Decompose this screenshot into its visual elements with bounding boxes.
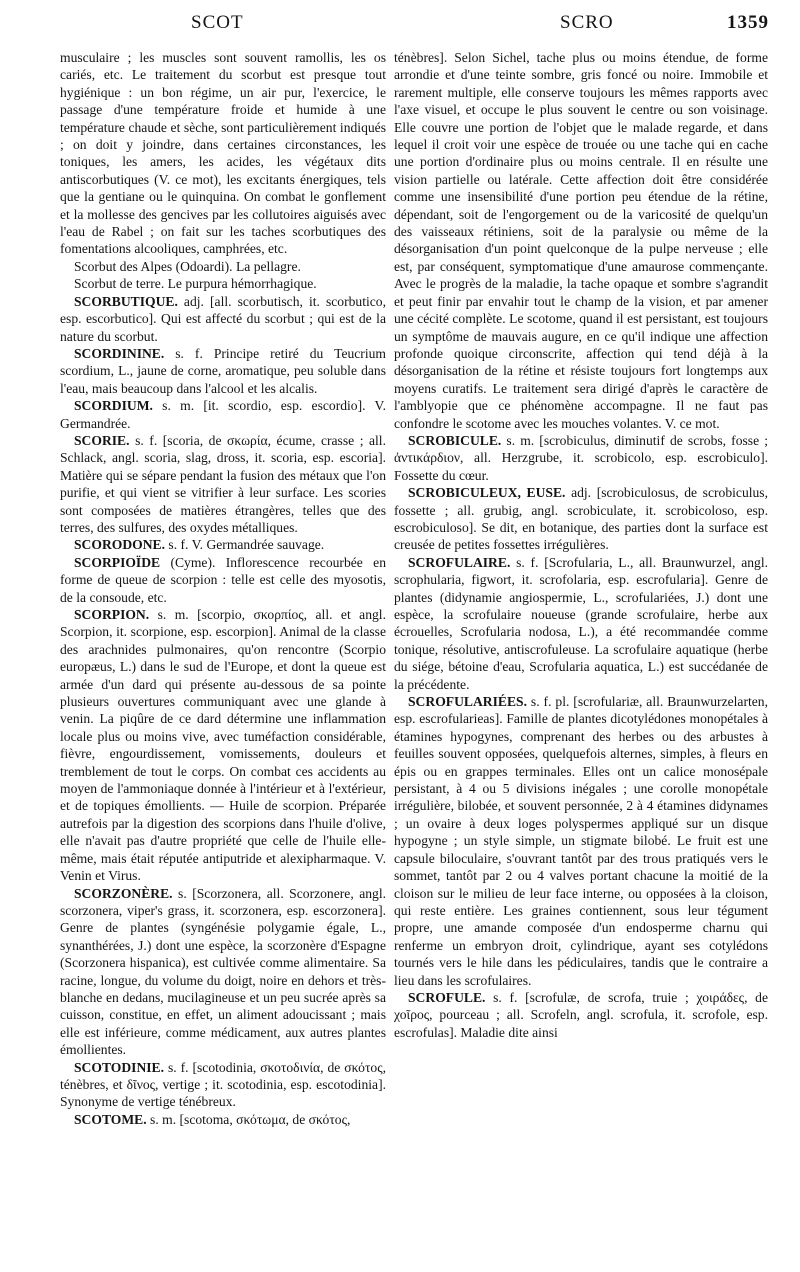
running-head-left: SCOT [191, 12, 244, 33]
entry-headword: SCORODONE. [74, 537, 166, 553]
right-column [394, 49, 768, 1264]
dictionary-entry [60, 606, 386, 885]
entry-headword: SCORPION. [74, 607, 150, 622]
page-header [0, 0, 800, 40]
dictionary-entry [60, 293, 386, 345]
entry-text: (Cyme). Inflorescence recourbée en forme de queue de scorpion : telle est celle des myosotis, de la consoude, etc. [60, 554, 386, 605]
entry-headword: SCORIE. [74, 432, 130, 448]
dictionary-entry [60, 432, 386, 536]
entry-text: Scorbut des Alpes (Odoardi). La pellagre. [74, 258, 301, 274]
dictionary-entry [394, 554, 768, 693]
dictionary-entry [394, 432, 768, 484]
entry-headword: SCROFULARIÉES. [408, 694, 527, 710]
dictionary-entry [394, 49, 768, 432]
entry-headword: SCORZONÈRE. [74, 885, 173, 901]
entry-text: s. m. [it. scordio, esp. escordio]. V. Germandrée. [60, 398, 386, 431]
dictionary-entry [60, 345, 386, 397]
entry-text: s. m. [scrobiculus, diminutif de scrobs, fosse ; ἀντικάρδιον, all. Herzgrube, it. scrobicolo, esp. escrobiculo]. Fossette du cœur. [394, 432, 768, 483]
entry-text: adj. [all. scorbutisch, it. scorbutico, esp. escorbutico]. Qui est affecté du scorbut ; qui est de la nature du scorbut. [60, 293, 386, 344]
dictionary-entry [60, 275, 386, 292]
entry-headword: SCORDININE. [74, 345, 165, 361]
entry-text: s. f. [scrofulæ, de scrofa, truie ; χοιράδες, de χοῖρος, pourceau ; all. Scrofeln, angl. scrofula, it. scrofole, esp. escrofulas]. Maladie dite ainsi [394, 989, 768, 1040]
entry-text: s. f. pl. [scrofulariæ, all. Braunwurzelarten, esp. escrofularieas]. Famille de plantes dicotylédones monopétales à étamines hypogynes, comprenant des herbes ou des arbustes à feuilles souvent opposées, quelquefois alternes, simples, à fleurs en épis ou en grappes terminales. Elles ont un calice monosépale persistant, à 4 ou 5 divisions inégales ; une corolle monopétale irrégulière, bilobée, et souvent personnée, 2 à 4 étamines didynames ; un ovaire à deux loges polyspermes appliqué sur un disque hypogyne ; un style simple, un stigmate bilobé. Le fruit est une capsule biloculaire, s'ouvrant tantôt par des trous pratiqués vers le sommet, tantôt par 2 ou 4 valves portant chacune la moitié de la cloison sur le milieu de leur face interne, ou opposées à la cloison, qui reste entière. Les graines contiennent, sous leur tégument propre, une amande composée d'un endosperme charnu qui renferme un embryon droit, cylindrique, ayant ses cotylédons tournés vers le hile dans les pédiculaires, tandis que le contraire a lieu dans les scrofulaires. [394, 694, 768, 988]
dictionary-entry [60, 536, 386, 553]
entry-headword: SCORBUTIQUE. [74, 293, 178, 309]
entry-text: Scorbut de terre. Le purpura hémorrhagique. [74, 276, 317, 292]
dictionary-entry [60, 1111, 386, 1128]
dictionary-entry [60, 258, 386, 275]
entry-text: s. f. V. Germandrée sauvage. [165, 537, 325, 553]
entry-headword: SCOTODINIE. [74, 1059, 165, 1075]
entry-headword: SCROBICULE. [408, 432, 502, 448]
entry-text: s. f. Principe retiré du Teucrium scordium, L., jaune de corne, aromatique, peu soluble dans l'eau, mais beaucoup dans l'alcool et les alcalis. [60, 345, 386, 396]
dictionary-entry [394, 693, 768, 989]
entry-text: s. f. [scoria, de σκωρία, écume, crasse ; all. Schlack, angl. scoria, slag, dross, it. scoria, esp. escoria]. Matière qui se sépare pendant la fusion des métaux que l'on purifie, et qui vient se vitrifier à leur surface. Les scories sont composées de matières étrangères, telles que des terres, des sulfures, des oxydes métalliques. [60, 432, 386, 535]
entry-headword: SCROFULE. [408, 989, 486, 1005]
entry-text: s. m. [scorpio, σκορπίος, all. et angl. Scorpion, it. scorpione, esp. escorpion]. Animal de la classe des arachnides pulmonaires, qu'on rencontre (Scorpio europæus, L.) dans le sud de l'Europe, et dont la queue est armée d'un dard qui présente au-dessous de sa pointe plusieurs ouvertures communiquant avec une glande à venin. La piqûre de ce dard détermine une inflammation locale plus ou moins vive, avec tuméfaction considérable, fièvre, engourdissement, vomissements, douleurs et tremblement de tout le corps. On combat ces accidents au moyen de l'ammoniaque donnée à l'intérieur et à l'extérieur, et de topiques émollients. — Huile de scorpion. Préparée autrefois par la digestion des scorpions dans l'huile d'olive, elle n'avait pas d'autre propriété que celle de l'huile elle-même, mais était réputée antiputride et alexipharmaque. V. Venin et Virus. [60, 607, 386, 884]
entry-text: s. f. [scotodinia, σκοτοδινία, de σκότος, ténèbres, et δῖνος, vertige ; it. scotodinia, esp. escotodinia]. Synonyme de vertige ténébreux. [60, 1059, 386, 1110]
page-number: 1359 [727, 12, 769, 33]
entry-headword: SCORDIUM. [74, 398, 153, 414]
dictionary-entry [60, 397, 386, 432]
entry-text: s. m. [scotoma, σκότωμα, de σκότος, [146, 1111, 351, 1127]
dictionary-entry [60, 885, 386, 1059]
entry-headword: SCOTOME. [74, 1111, 147, 1127]
entry-text: s. [Scorzonera, all. Scorzonere, angl. scorzonera, viper's grass, it. scorzonera, esp. escorzonera]. Genre de plantes (syngénésie polygamie égale, L., synanthérées, J.) dont une espèce, la scorzonère d'Espagne (Scorzonera hispanica), est cultivée comme alimentaire. Sa racine, longue, du volume du doigt, noire en dehors et très-blanche en dedans, mucilagineuse et un peu sucrée après sa cuisson, constitue, en effet, un aliment adoucissant ; mais elle est inférieure, comme médicament, aux autres plantes émollientes. [60, 885, 386, 1058]
running-head-right: SCRO [560, 12, 614, 33]
entry-text: musculaire ; les muscles sont souvent ramollis, les os cariés, etc. Le traitement du scorbut est presque tout hygiénique : un bon régime, un air pur, l'exercice, le passage d'une température froide et humide à une température chaude et sèche, sont particulièrement indiqués ; on doit y joindre, dans certaines circonstances, les toniques, les amers, les acides, les végétaux dits antiscorbutiques (V. ce mot), les excitants énergiques, tels que la gentiane ou le quinquina. On combat le gonflement et la mollesse des gencives par les collutoires aiguisés avec l'eau de Rabel ; on fait sur les taches scorbutiques des fomentations alcooliques, camphrées, etc. [60, 50, 386, 257]
dictionary-entry [60, 554, 386, 606]
left-column [60, 49, 386, 1264]
dictionary-entry [394, 989, 768, 1041]
entry-text: adj. [scrobiculosus, de scrobiculus, fossette ; all. grubig, angl. scrobiculate, it. scrobicoloso, esp. escrobiculoso]. Se dit, en botanique, des parties dont la surface est creusée de petites fossettes irrégulières. [394, 485, 768, 553]
entry-text: s. f. [Scrofularia, L., all. Braunwurzel, angl. scrophularia, figwort, it. scrofolaria, esp. escrofularia]. Genre de plantes (didynamie angiospermie, L., scrofulariées, J.) dont une espèce, la scrofulaire noueuse (grande scrofulaire, herbe aux écrouelles, Scrofularia nodosa, L.), a été recommandée comme tonique, résolutive, antiscrofuleuse. La scrofulaire aquatique (herbe du siége, bétoine d'eau, Scrofularia aquatica, L.) est succédanée de la précédente. [394, 554, 768, 692]
entry-headword: SCROBICULEUX, EUSE. [408, 485, 566, 501]
dictionary-entry [394, 484, 768, 554]
entry-text: ténèbres]. Selon Sichel, tache plus ou moins étendue, de forme arrondie et d'une teinte sombre, gris foncé ou noire. Immobile et rarement multiple, elle conserve toujours les mêmes rapports avec l'axe visuel, et occupe le plus souvent le centre ou son voisinage. Elle couvre une portion de l'objet que le malade regarde, et dans lequel il croit voir une espèce de trouée ou une tache qui en cache une portion d'ordinaire plus ou moins centrale. Il en résulte une vision partielle ou latérale. Cette affection doit être considérée comme une insensibilité d'une portion peu étendue de la rétine, dépendant, soit de l'engorgement ou de la varicosité de quelqu'un des vaisseaux rétiniens, soit de la paralysie ou même de la désorganisation d'un point quelconque de la pulpe nerveuse ; elle est, par conséquent, symptomatique d'une amaurose commençante. Avec le progrès de la maladie, la tache opaque et sombre s'agrandit et peut finir par envahir tout le champ de la vision, et par amener une cécité complète. Le scotome, quand il est persistant, est toujours un symptôme de mauvais augure, en ce qu'il indique une affection profonde quoique circonscrite, affection qui tend déjà à la désorganisation de la rétine et résiste toujours fort longtemps aux moyens curatifs. Le traitement sera dirigé d'après le caractère de l'amblyopie que ce phénomène accompagne. Il ne faut pas confondre le scotome avec les mouches volantes. V. ce mot. [394, 50, 768, 431]
entry-headword: SCROFULAIRE. [408, 554, 511, 570]
dictionary-entry [60, 49, 386, 258]
dictionary-entry [60, 1059, 386, 1111]
entry-headword: SCORPIOÏDE [74, 554, 161, 570]
